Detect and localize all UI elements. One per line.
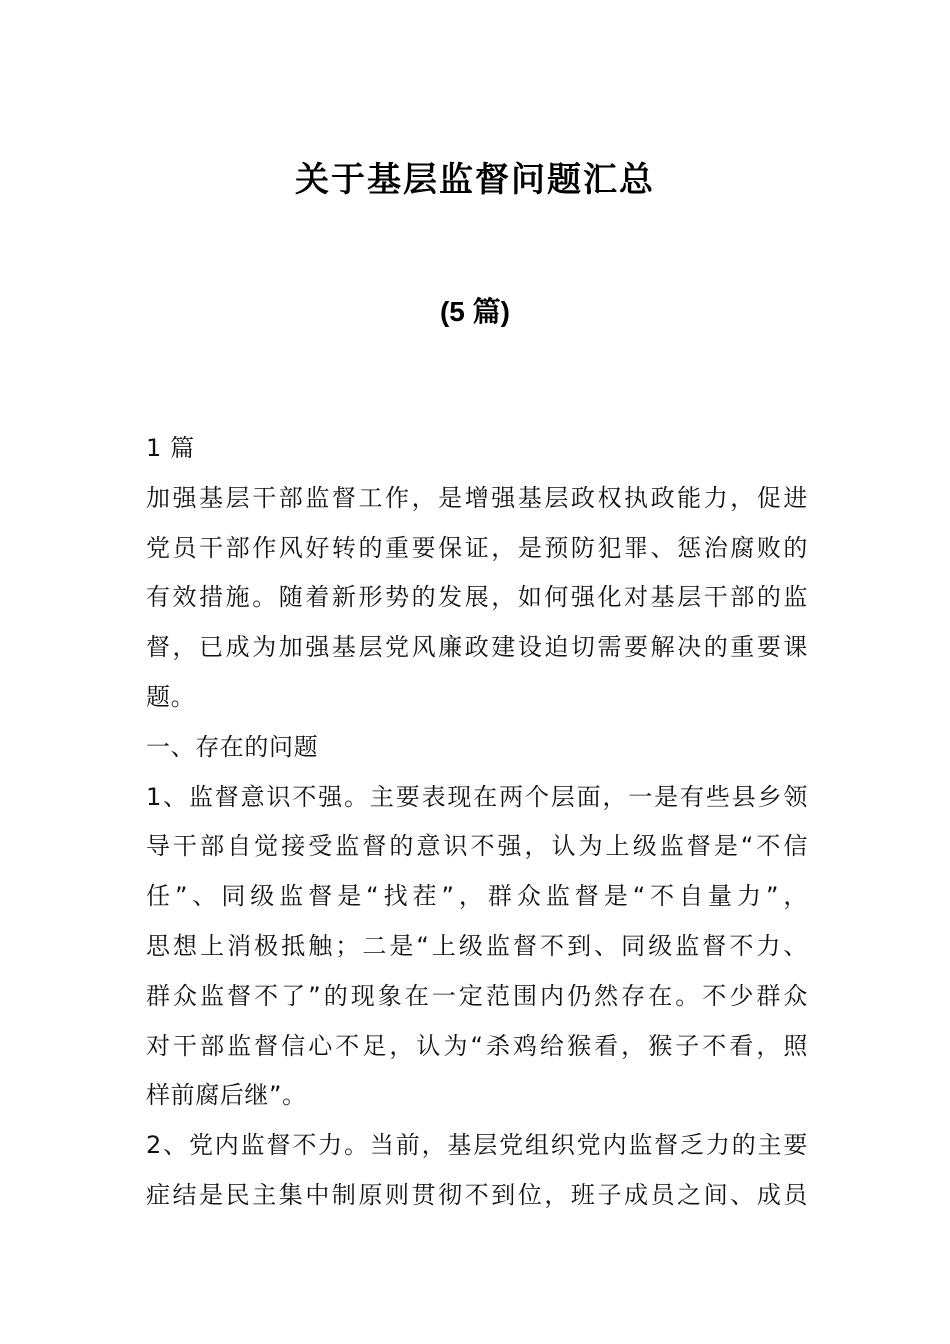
document-title: 关于基层监督问题汇总 [295,160,655,200]
body-line: 加强基层干部监督工作，是增强基层政权执政能力，促进 [146,483,808,512]
body-line: 2、党内监督不力。当前，基层党组织党内监督乏力的主要 [146,1131,808,1160]
document-body [146,424,808,1221]
section-heading: 一、存在的问题 [146,732,319,761]
document-subtitle: (5 篇) [439,296,510,327]
body-line: 题。 [146,682,196,711]
body-line: 督，已成为加强基层党风廉政建设迫切需要解决的重要课 [146,633,808,662]
body-line: 1、监督意识不强。主要表现在两个层面，一是有些县乡领 [146,782,808,811]
body-line: 有效措施。随着新形势的发展，如何强化对基层干部的监 [146,583,808,612]
body-line: 党员干部作风好转的重要保证，是预防犯罪、惩治腐败的 [146,533,808,562]
body-line: 对干部监督信心不足，认为“杀鸡给猴看，猴子不看，照 [146,1031,808,1060]
body-line: 样前腐后继”。 [146,1081,307,1110]
section-label: 1 篇 [146,434,195,462]
body-line: 任”、同级监督是“找茬”，群众监督是“不自量力”， [146,882,808,911]
body-line: 症结是民主集中制原则贯彻不到位，班子成员之间、成员 [146,1180,808,1209]
body-line: 思想上消极抵触；二是“上级监督不到、同级监督不力、 [146,931,808,960]
body-line: 群众监督不了”的现象在一定范围内仍然存在。不少群众 [146,981,808,1010]
body-line: 导干部自觉接受监督的意识不强，认为上级监督是“不信 [146,832,808,861]
